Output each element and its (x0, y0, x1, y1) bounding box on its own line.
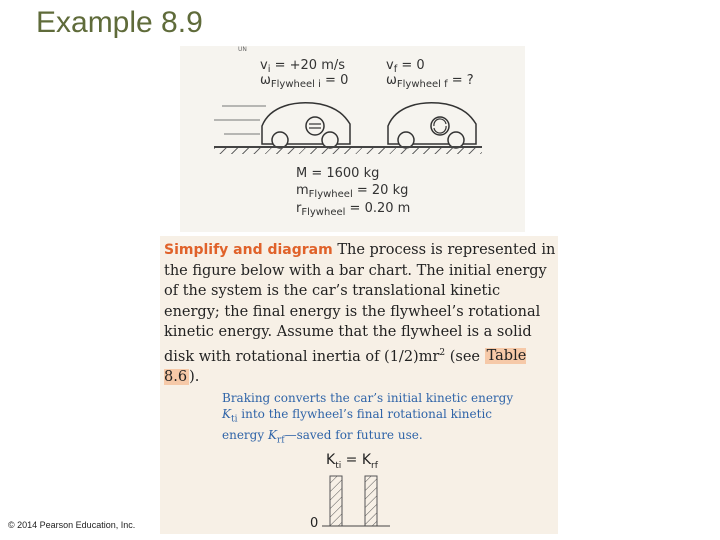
bar-final-rotational (365, 476, 377, 526)
final-omega-label: $\omega_{Flywheel f}$ = ? (386, 73, 474, 90)
braking-note: Braking converts the car’s initial kinetic energy $K_{ti}$ into the flywheel’s final rotational kinetic energy $K_{rf}—saved$ for future use. (222, 391, 514, 446)
flywheel-mass-label: $m_{Flywheel} = 20$ kg (296, 183, 409, 200)
figure-mini-label: UN (238, 46, 247, 53)
initial-velocity-label: $v_i = +20$ m/s (260, 58, 346, 75)
energy-bar-chart (310, 452, 430, 532)
figure (180, 46, 525, 232)
bar-chart-labels: $K_{ti} = K_{rf}$ (326, 452, 378, 471)
final-velocity-label: $v_f = 0$ (386, 58, 425, 75)
copyright-text: © 2014 Pearson Education, Inc. (8, 520, 136, 530)
table-reference-link[interactable]: Table 8.6 (164, 348, 527, 385)
bar-chart-svg (310, 452, 430, 532)
explanation-panel (160, 236, 558, 534)
road-hatch (214, 148, 482, 154)
initial-omega-label: $\omega_{Flywheel i} = 0$ (260, 73, 349, 90)
flywheel-radius-label: $r_{Flywheel} = 0.20$ m (296, 201, 411, 218)
bar-initial-kinetic (330, 476, 342, 526)
slide-title: Example 8.9 (36, 6, 203, 39)
section-heading: Simplify and diagram (164, 242, 333, 258)
car-mass-label: M = 1600 kg (296, 166, 380, 181)
flywheel-left-icon (306, 117, 324, 135)
explanation-paragraph: Simplify and diagram The process is represented in the figure below with a bar chart. The initial energy of the system is the car’s translational kinetic energy; the final energy is the flywheel’s rotational kinetic energy. Assume that the flywheel is a solid disk with rotational inertia of $(1/2)mr^2$ (see Table 8.6 ). (164, 242, 556, 385)
bar-chart-zero: 0 (310, 516, 319, 531)
